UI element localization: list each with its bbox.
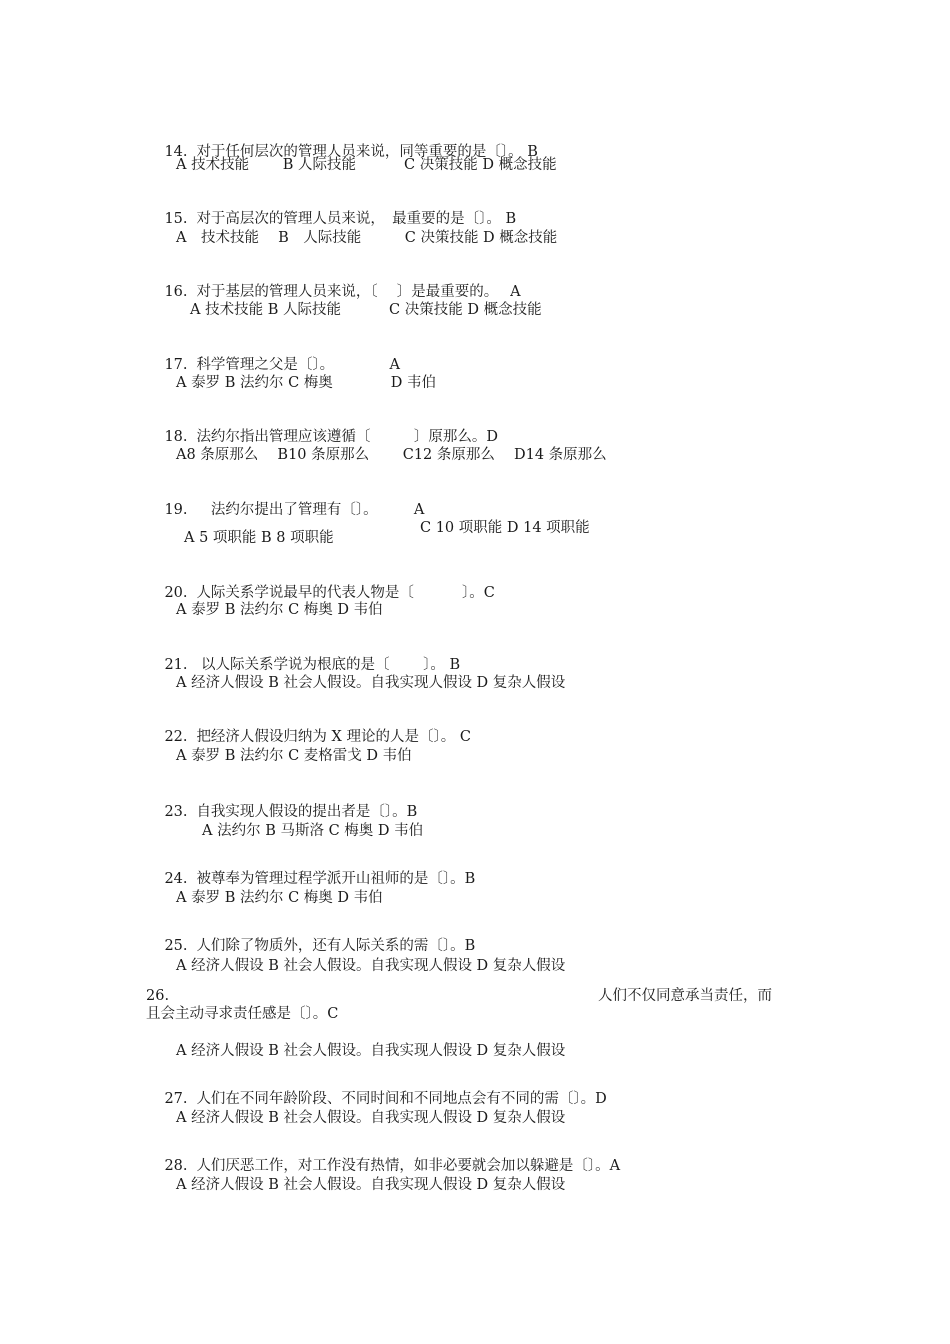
question-text: 自我实现人假设的提出者是〔〕。B (196, 804, 418, 820)
question-number: 24. (164, 871, 188, 887)
options-22: A 泰罗 B 法约尔 C 麦格雷戈 D 韦伯 (176, 748, 412, 764)
question-text: 人们厌恶工作，对工作没有热情，如非必要就会加以躲避是〔〕。A (196, 1158, 621, 1174)
question-text: 人们在不同年龄阶段、不同时间和不同地点会有不同的需〔〕。D (196, 1091, 607, 1107)
question-number: 25. (164, 938, 188, 954)
question-text: 人际关系学说最早的代表人物是〔 〕。C (196, 585, 495, 601)
question-text: 科学管理之父是〔〕。 A (196, 357, 401, 373)
question-number: 21. (164, 657, 188, 673)
question-number: 18. (164, 429, 188, 445)
question-text: 以人际关系学说为根底的是〔 〕。 B (196, 657, 461, 673)
question-number: 17. (164, 357, 188, 373)
question-text: 对于任何层次的管理人员来说，同等重要的是〔〕。 B (196, 144, 538, 160)
options-24: A 泰罗 B 法约尔 C 梅奥 D 韦伯 (176, 890, 383, 906)
options-19-left: A 5 项职能 B 8 项职能 (184, 530, 334, 546)
question-text: 法约尔提出了管理有〔〕。 A (196, 502, 425, 518)
options-15: A 技术技能 B 人际技能 C 决策技能 D 概念技能 (176, 230, 558, 246)
options-26: A 经济人假设 B 社会人假设。自我实现人假设 D 复杂人假设 (176, 1043, 566, 1059)
options-20: A 泰罗 B 法约尔 C 梅奥 D 韦伯 (176, 602, 383, 618)
question-number: 22. (164, 729, 188, 745)
options-14: A 技术技能 B 人际技能 C 决策技能 D 概念技能 (176, 157, 557, 173)
question-number: 23. (164, 804, 188, 820)
question-text: 人们除了物质外，还有人际关系的需〔〕。B (196, 938, 476, 954)
question-26-text: 人们不仅同意承当责任，而 (598, 988, 772, 1004)
question-text: 对于基层的管理人员来说，〔 〕是最重要的。 A (196, 284, 521, 300)
options-25: A 经济人假设 B 社会人假设。自我实现人假设 D 复杂人假设 (176, 958, 566, 974)
question-text: 被尊奉为管理过程学派开山祖师的是〔〕。B (196, 871, 476, 887)
question-26-text-continued: 且会主动寻求责任感是〔〕。C (146, 1006, 339, 1022)
question-text: 法约尔指出管理应该遵循〔 〕原那么。D (196, 429, 499, 445)
options-18: A8 条原那么 B10 条原那么 C12 条原那么 D14 条原那么 (176, 447, 607, 463)
question-number: 15. (164, 211, 188, 227)
question-number: 14. (164, 144, 188, 160)
options-23: A 法约尔 B 马斯洛 C 梅奥 D 韦伯 (202, 823, 424, 839)
options-27: A 经济人假设 B 社会人假设。自我实现人假设 D 复杂人假设 (176, 1110, 566, 1126)
options-17: A 泰罗 B 法约尔 C 梅奥 D 韦伯 (176, 375, 437, 391)
options-19-right: C 10 项职能 D 14 项职能 (420, 520, 590, 536)
question-text: 对于高层次的管理人员来说， 最重要的是〔〕。 B (196, 211, 517, 227)
options-28: A 经济人假设 B 社会人假设。自我实现人假设 D 复杂人假设 (176, 1177, 566, 1193)
question-number: 27. (164, 1091, 188, 1107)
question-number: 16. (164, 284, 188, 300)
options-21: A 经济人假设 B 社会人假设。自我实现人假设 D 复杂人假设 (176, 675, 566, 691)
question-text: 把经济人假设归纳为 X 理论的人是〔〕。 C (196, 729, 471, 745)
options-16: A 技术技能 B 人际技能 C 决策技能 D 概念技能 (190, 302, 542, 318)
question-26-number: 26. (146, 988, 170, 1004)
question-number: 20. (164, 585, 188, 601)
question-number: 28. (164, 1158, 188, 1174)
question-number: 19. (164, 502, 188, 518)
